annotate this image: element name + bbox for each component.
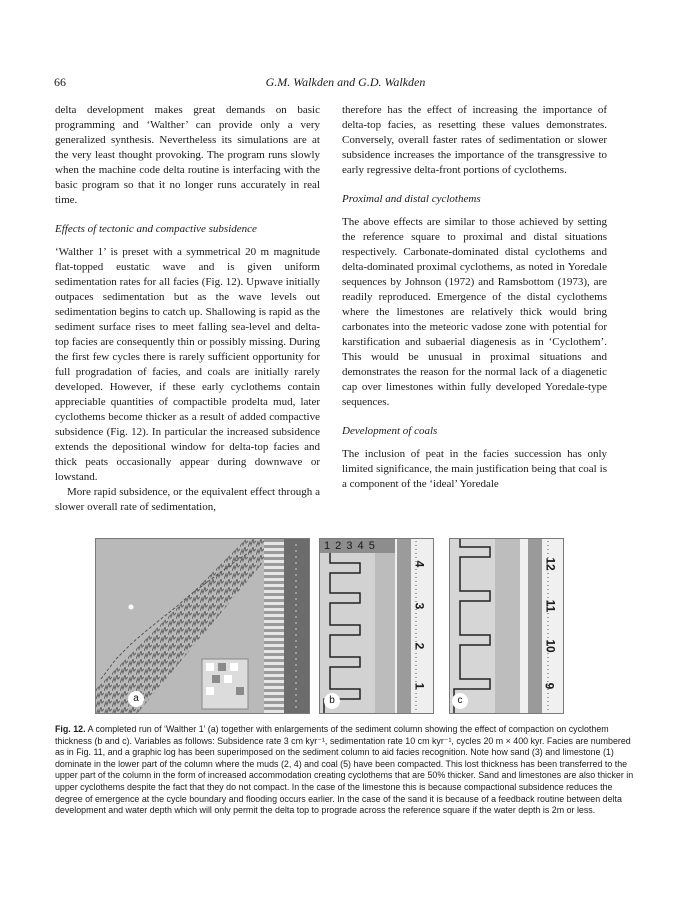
right-paragraph-2: The above effects are similar to those achieved by setting the reference square to proximal and distal situations respectively. Carbonate-dominated distal cyclothems and delta-dominated proximal cyclothems, as noted in Yoredale sequences by Johnson (1972) and Ramsbottom (1973), are readily reproduced. Emergence of the distal cyclothems where the limestones are relatively thick would bring carbonates into the meteoric vadose zone with potential for karstification and subaerial diagenesis as in ‘Cyclothem’. This would be unusual in proximal situations and demonstrates the reason for the normal lack of a diagenetic cap over limestones within fully developed Yoredale-type sequences. [342,216,607,408]
scale-c-10: 10 [543,639,558,653]
scale-c-9: 9 [542,682,557,690]
scale-b-1: 1 [412,682,427,690]
panel-c-label: c [452,693,468,709]
figure-panel-c [449,538,564,714]
right-column [342,103,607,492]
scale-strip-a [284,539,310,714]
sediment-column-a [264,539,284,714]
scale-b-2: 2 [412,642,427,650]
facies-digits: 1 2 3 4 5 [324,540,376,552]
figure-panel-a [95,538,310,714]
figure-caption [55,724,637,817]
page-number: 66 [54,75,66,89]
simulation-screen [96,539,310,714]
left-paragraph-3: More rapid subsidence, or the equivalent effect through a slower overall rate of sedimentation, [55,486,320,513]
scale-b-3: 3 [412,602,427,610]
running-head: G.M. Walkden and G.D. Walkden [265,75,426,89]
left-column [55,103,320,515]
page-header [0,75,691,91]
section-heading-tectonic: Effects of tectonic and compactive subsidence [55,223,257,235]
panel-b-label: b [324,693,340,709]
section-heading-proximal: Proximal and distal cyclothems [342,193,481,205]
scale-b-4: 4 [412,560,427,568]
reference-marker [129,605,134,610]
right-paragraph-3: The inclusion of peat in the facies succession has only limited significance, the main justification being that coal is a component of the ‘ideal’ Yoredale [342,448,607,490]
figure-caption-label: Fig. 12. [55,724,86,734]
figure-caption-text: A completed run of ‘Walther 1’ (a) together with enlargements of the sediment column showing the effect of compaction on cyclothem thickness (b and c). Variables as follows: Subsidence rate 3 cm kyr⁻¹, sedimentation rate 10 cm kyr⁻¹, cycles 20 m × 400 kyr. Facies are numbered as in Fig. 11, and a graphic log has been superimposed on the sediment column to aid facies recognition. Note how sand (3) and limestone (1) dominate in the lower part of the column where the muds (2, 4) and coal (5) have been compacted. This lost thickness has been transferred to the upper part of the column in the form of increased accommodation creating cyclothems that are 50% thicker. Sand and limestones are also thicker in upper cyclothems despite the fact that they do not compact. In the case of the limestone this is because compactional subsidence reduces the degree of emergence at the cycle boundary and flooding occurs earlier. In the case of the sand it is because of a feedback routine between delta development and water depth which will only permit the delta top to prograde across the reference square if the water depth is 2m or less. [55,724,634,816]
panel-a-label: a [128,691,144,707]
reference-square [202,659,248,709]
figure-12 [95,538,565,714]
right-paragraph-1: therefore has the effect of increasing the importance of delta-top facies, as resetting these values demonstrates. Conversely, overall faster rates of sedimentation or slower subsidence increases the importance of the transgressive to early regressive delta-front portions of cyclothems. [342,104,607,176]
figure-panel-b [319,538,434,714]
left-paragraph-2: ‘Walther 1’ is preset with a symmetrical 20 m magnitude flat-topped eustatic wave and is given uniform sedimentation rates for all facies (Fig. 12). Upwave initially outpaces sedimentation but as the wave levels out sedimentation begins to catch up. Shallowing is rapid as the sediment surface rises to meet falling sea-level and delta-top facies are consequently thin or possibly missing. During the first few cycles there is rarely sufficient opportunity for full progradation of facies, and coals are initially rarely developed. However, if these early cyclothems contain appreciable quantities of compactible prodelta mud, later cyclothems become thicker as a result of added compactive subsidence (Fig. 12). In particular the increased subsidence extends the depositional window for delta-top facies and thick peats occasionally appear during downwave or lowstand. [55,246,320,483]
left-paragraph-1: delta development makes great demands on basic programming and ‘Walther’ can provide only a very generalized synthesis. Nevertheless its simulations are at the very least thought provoking. The program runs slowly when the machine code delta routine is interfacing with the basic program so that it no longer runs accurately in real time. [55,104,320,206]
section-heading-coals: Development of coals [342,425,438,437]
scale-c-12: 12 [543,557,558,571]
scale-c-11: 11 [543,599,558,613]
